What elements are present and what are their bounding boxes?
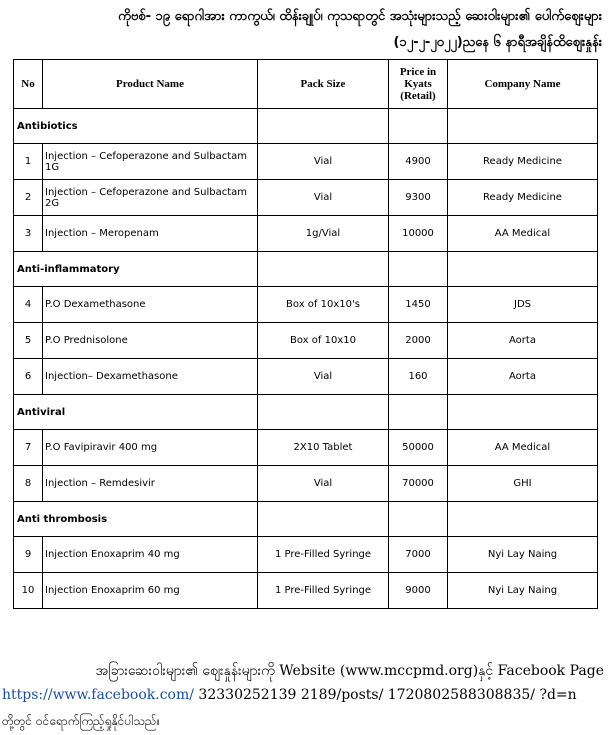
price-cell: 10000: [389, 216, 448, 252]
row-number-cell: 2: [14, 180, 43, 216]
product-name-cell: Injection – Cefoperazone and Sulbactam 1G: [43, 144, 258, 180]
company-name-cell: Nyi Lay Naing: [448, 573, 598, 609]
category-row: [14, 502, 598, 537]
price-cell: 160: [389, 359, 448, 395]
table-row: [14, 216, 598, 252]
column-header-product-name: Product Name: [43, 60, 258, 109]
pack-size-cell: Vial: [258, 180, 389, 216]
product-name-cell: P.O Dexamethasone: [43, 287, 258, 323]
column-header-price: Price in Kyats (Retail): [389, 60, 448, 109]
product-name-cell: P.O Favipiravir 400 mg: [43, 430, 258, 466]
category-row: [14, 109, 598, 144]
table-row: [14, 573, 598, 609]
product-name-cell: Injection Enoxaprim 40 mg: [43, 537, 258, 573]
company-name-cell: AA Medical: [448, 216, 598, 252]
empty-cell: [258, 109, 389, 144]
category-row: [14, 395, 598, 430]
row-number-cell: 3: [14, 216, 43, 252]
row-number-cell: 1: [14, 144, 43, 180]
empty-cell: [389, 252, 448, 287]
pack-size-cell: 1g/Vial: [258, 216, 389, 252]
company-name-cell: Aorta: [448, 323, 598, 359]
pack-size-cell: Box of 10x10: [258, 323, 389, 359]
company-name-cell: Aorta: [448, 359, 598, 395]
document-title: ကိုဗစ်- ၁၉ ရောဂါအား ကာကွယ်၊ ထိန်းချုပ်၊ ကုသရာတွင် အသုံးများသည့် ဆေးဝါးများ၏ ပေါက်စျေးများ: [118, 9, 602, 24]
category-label: Anti-inflammatory: [14, 252, 258, 287]
pack-size-cell: 1 Pre-Filled Syringe: [258, 573, 389, 609]
empty-cell: [448, 395, 598, 430]
row-number-cell: 5: [14, 323, 43, 359]
empty-cell: [448, 109, 598, 144]
footer-line-2: [2, 687, 604, 703]
product-name-cell: Injection Enoxaprim 60 mg: [43, 573, 258, 609]
table-row: [14, 359, 598, 395]
category-label: Anti thrombosis: [14, 502, 258, 537]
empty-cell: [389, 109, 448, 144]
price-cell: 70000: [389, 466, 448, 502]
category-row: [14, 252, 598, 287]
pack-size-cell: Box of 10x10's: [258, 287, 389, 323]
footer-line-1: အခြားဆေးဝါးများ၏ စျေးနှုန်းများကို Website (www.mccpmd.org)နှင့် Facebook Page: [95, 663, 604, 679]
table-row: [14, 537, 598, 573]
price-table: [13, 59, 598, 609]
category-label: Antiviral: [14, 395, 258, 430]
table-row: [14, 144, 598, 180]
company-name-cell: GHI: [448, 466, 598, 502]
empty-cell: [258, 395, 389, 430]
empty-cell: [258, 502, 389, 537]
pack-size-cell: 2X10 Tablet: [258, 430, 389, 466]
row-number-cell: 8: [14, 466, 43, 502]
pack-size-cell: 1 Pre-Filled Syringe: [258, 537, 389, 573]
price-cell: 50000: [389, 430, 448, 466]
document-subtitle-date: (၁၂-၂-၂၀၂၂)ညနေ ၆ နာရီအချိန်ထိစျေးနှုန်း: [393, 35, 602, 50]
table-row: [14, 430, 598, 466]
pack-size-cell: Vial: [258, 466, 389, 502]
row-number-cell: 4: [14, 287, 43, 323]
row-number-cell: 6: [14, 359, 43, 395]
product-name-cell: Injection – Meropenam: [43, 216, 258, 252]
product-name-cell: Injection – Remdesivir: [43, 466, 258, 502]
company-name-cell: Nyi Lay Naing: [448, 537, 598, 573]
empty-cell: [448, 502, 598, 537]
product-name-cell: P.O Prednisolone: [43, 323, 258, 359]
table-row: [14, 180, 598, 216]
column-header-pack-size: Pack Size: [258, 60, 389, 109]
company-name-cell: AA Medical: [448, 430, 598, 466]
footer-line-3: တို့တွင် ဝင်ရောက်ကြည့်ရှုနိုင်ပါသည်။: [2, 714, 161, 728]
category-label: Antibiotics: [14, 109, 258, 144]
empty-cell: [389, 502, 448, 537]
company-name-cell: JDS: [448, 287, 598, 323]
row-number-cell: 7: [14, 430, 43, 466]
empty-cell: [258, 252, 389, 287]
table-header-row: [14, 60, 598, 109]
price-cell: 1450: [389, 287, 448, 323]
table-body: [14, 109, 598, 609]
product-name-cell: Injection– Dexamethasone: [43, 359, 258, 395]
row-number-cell: 10: [14, 573, 43, 609]
price-cell: 9300: [389, 180, 448, 216]
price-cell: 4900: [389, 144, 448, 180]
table-row: [14, 287, 598, 323]
table-row: [14, 466, 598, 502]
company-name-cell: Ready Medicine: [448, 180, 598, 216]
company-name-cell: Ready Medicine: [448, 144, 598, 180]
row-number-cell: 9: [14, 537, 43, 573]
facebook-link[interactable]: https://www.facebook.com/: [2, 687, 194, 703]
column-header-no: No: [14, 60, 43, 109]
price-cell: 2000: [389, 323, 448, 359]
facebook-link-path: 32330252139 2189/posts/ 1720802588308835/ ?d=n: [193, 687, 577, 703]
price-cell: 9000: [389, 573, 448, 609]
product-name-cell: Injection – Cefoperazone and Sulbactam 2G: [43, 180, 258, 216]
column-header-company-name: Company Name: [448, 60, 598, 109]
empty-cell: [389, 395, 448, 430]
price-cell: 7000: [389, 537, 448, 573]
pack-size-cell: Vial: [258, 359, 389, 395]
pack-size-cell: Vial: [258, 144, 389, 180]
table-row: [14, 323, 598, 359]
empty-cell: [448, 252, 598, 287]
